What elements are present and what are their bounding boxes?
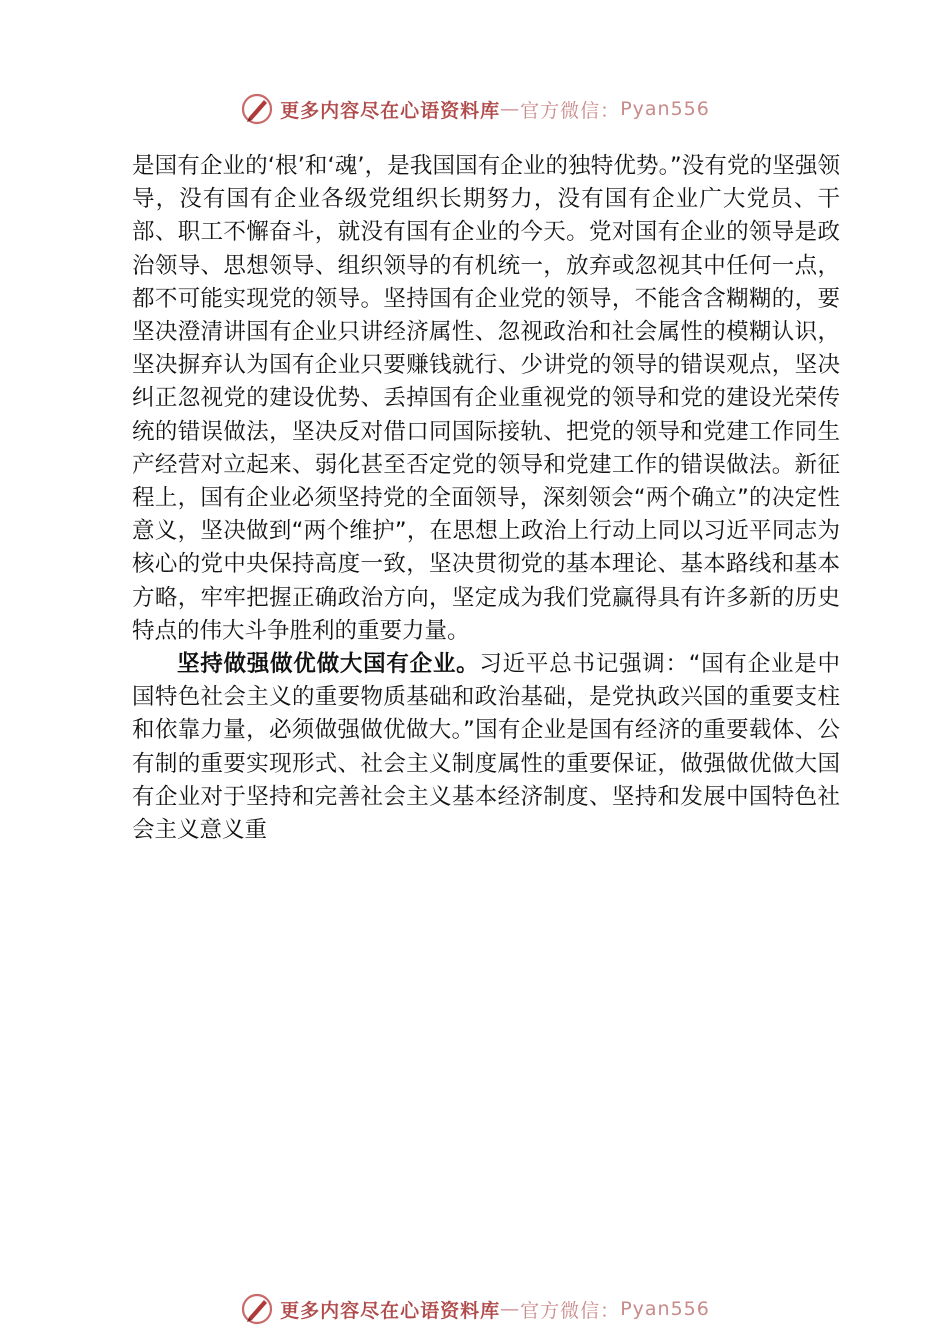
paragraph-text: 习近平总书记强调：“国有企业是中国特色社会主义的重要物质基础和政治基础，是党执政兴国的重要支柱和依靠力量，必须做强做优做大。”国有企业是国有经济的重要载体、公有制的重要实现形式、社会主义制度属性的重要保证，做强做优做大国有企业对于坚持和完善社会主义基本经济制度、坚持和发展中国特色社会主义意义重	[132, 651, 840, 844]
document-body	[132, 150, 840, 847]
watermark-brand: 更多内容尽在心语资料库	[280, 1299, 501, 1322]
body-paragraph-2	[132, 648, 840, 847]
watermark-account: Pyan556	[620, 1298, 710, 1320]
body-paragraph-1: 是国有企业的‘根’和‘魂’，是我国国有企业的独特优势。”没有党的坚强领导，没有国有企业各级党组织长期努力，没有国有企业广大党员、干部、职工不懈奋斗，就没有国有企业的今天。党对国有企业的领导是政治领导、思想领导、组织领导的有机统一，放弃或忽视其中任何一点，都不可能实现党的领导。坚持国有企业党的领导，不能含含糊糊的，要坚决澄清讲国有企业只讲经济属性、忽视政治和社会属性的模糊认识，坚决摒弃认为国有企业只要赚钱就行、少讲党的领导的错误观点，坚决纠正忽视党的建设优势、丢掉国有企业重视党的领导和党的建设光荣传统的错误做法，坚决反对借口同国际接轨、把党的领导和党建工作同生产经营对立起来、弱化甚至否定党的领导和党建工作的错误做法。新征程上，国有企业必须坚持党的全面领导，深刻领会“两个确立”的决定性意义，坚决做到“两个维护”，在思想上政治上行动上同以习近平同志为核心的党中央保持高度一致，坚决贯彻党的基本理论、基本路线和基本方略，牢牢把握正确政治方向，坚定成为我们党赢得具有许多新的历史特点的伟大斗争胜利的重要力量。	[132, 153, 840, 644]
header-watermark	[0, 92, 950, 126]
pen-circle-icon	[240, 92, 274, 126]
watermark-account: Pyan556	[620, 98, 710, 120]
watermark-brand: 更多内容尽在心语资料库	[280, 99, 501, 122]
watermark-label: 官方微信：	[520, 1299, 621, 1322]
footer-watermark	[0, 1292, 950, 1326]
paragraph-heading: 坚持做强做优做大国有企业。	[177, 651, 480, 678]
pen-circle-icon	[240, 1292, 274, 1326]
watermark-label: 官方微信：	[520, 99, 621, 122]
watermark-separator: —	[500, 98, 521, 120]
watermark-separator: —	[500, 1298, 521, 1320]
